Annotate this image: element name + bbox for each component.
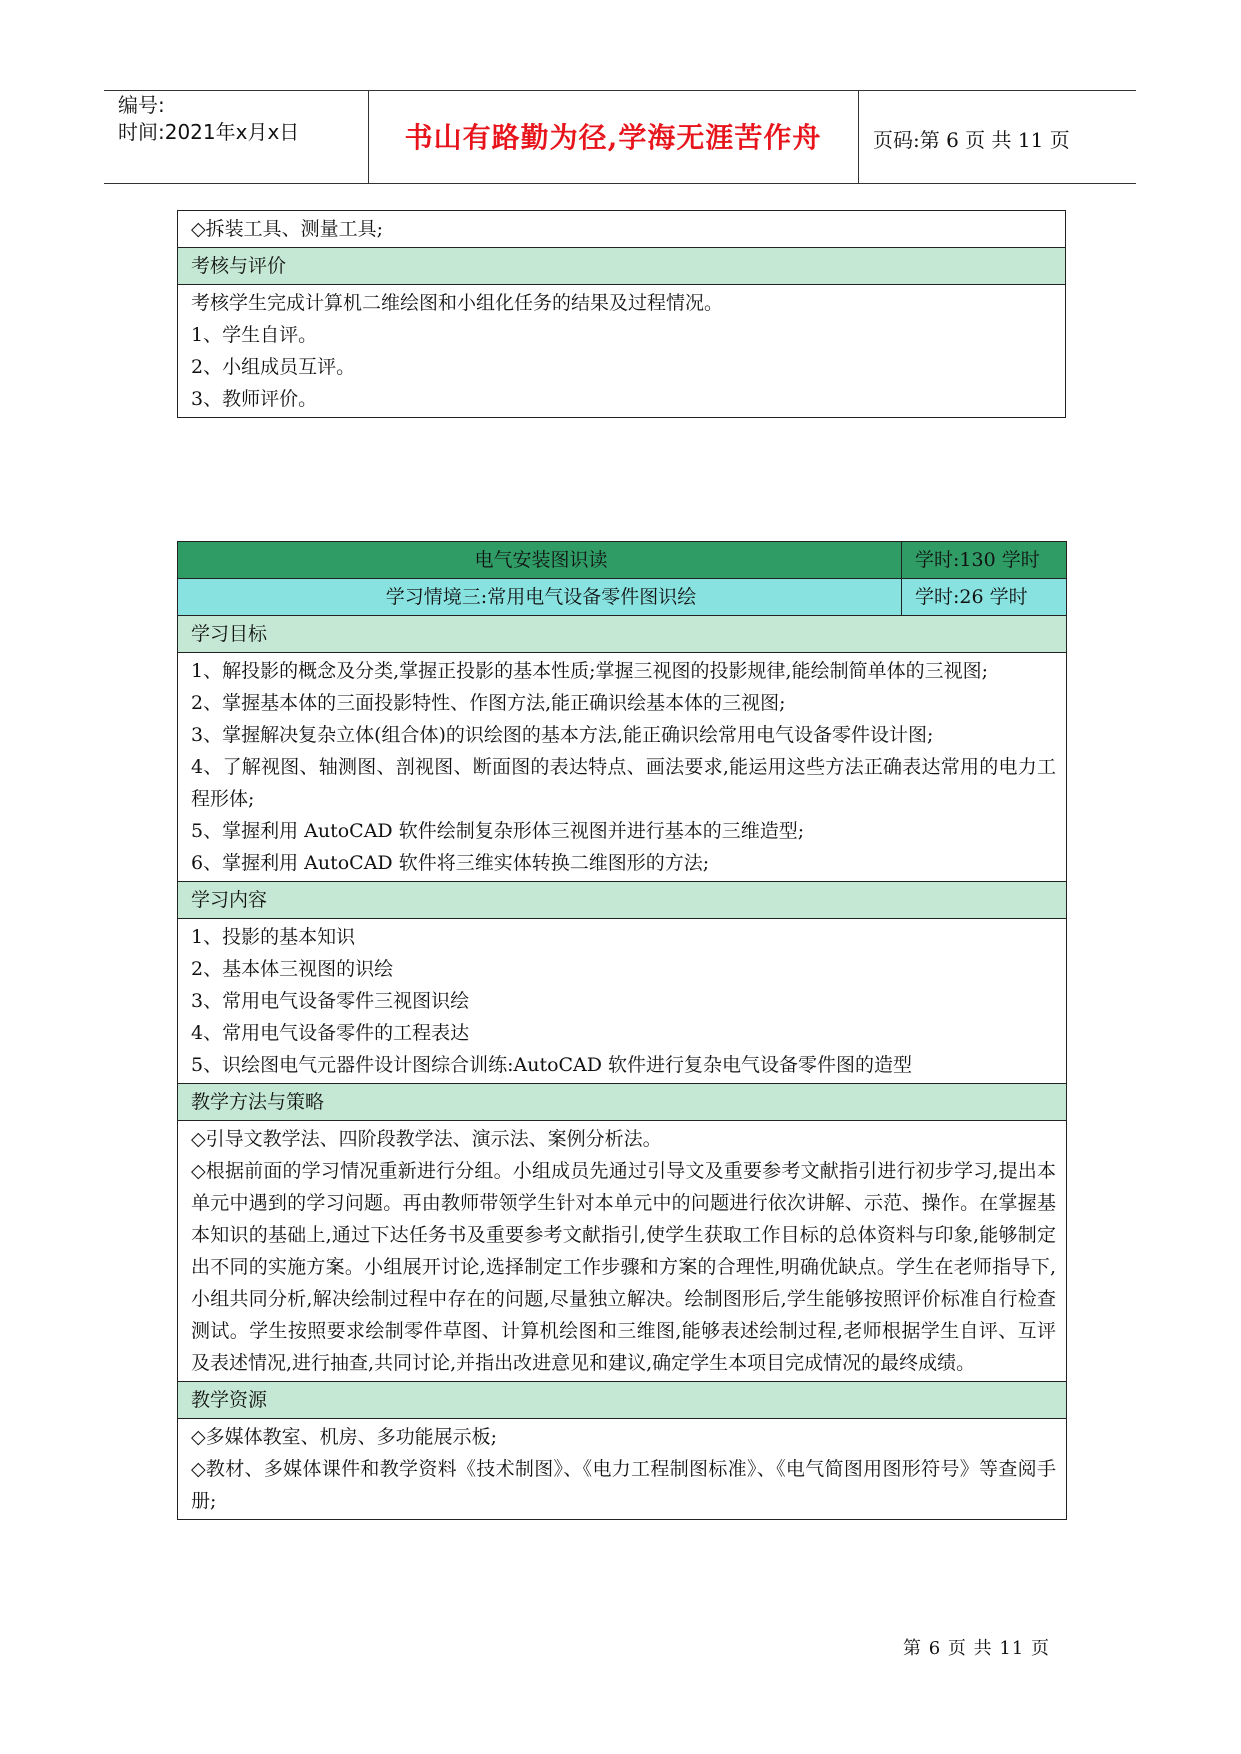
resources-cell [178,1419,1067,1520]
methods-paragraph: ◇根据前面的学习情况重新进行分组。小组成员先通过引导文及重要参考文献指引进行初步学习,提出本单元中遇到的学习问题。再由教师带领学生针对本单元中的问题进行依次讲解、示范、操作。在掌握基本知识的基础上,通过下达任务书及重要参考文献指引,使学生获取工作目标的总体资料与印象,能够制定出不同的实施方案。小组展开讨论,选择制定工作步骤和方案的合理性,明确优缺点。学生在老师指导下,小组共同分析,解决绘制过程中存在的问题,尽量独立解决。绘制图形后,学生能够按照评价标准自行检查测试。学生按照要求绘制零件草图、计算机绘图和三维图,能够表述绘制过程,老师根据学生自评、互评及表述情况,进行抽查,共同讨论,并指出改进意见和建议,确定学生本项目完成情况的最终成绩。 [191,1160,1056,1374]
tools-cell [178,211,1066,248]
content-item: 1、投影的基本知识 [191,926,356,948]
assessment-line: 1、学生自评。 [191,324,318,346]
goal-item: 3、掌握解决复杂立体(组合体)的识绘图的基本方法,能正确识绘常用电气设备零件设计图; [191,724,934,746]
assessment-line: 2、小组成员互评。 [191,356,356,378]
goal-item: 2、掌握基本体的三面投影特性、作图方法,能正确识绘基本体的三视图; [191,692,786,714]
resources-heading: 教学资源 [178,1382,1067,1419]
header-page-number: 页码:第 6 页 共 11 页 [873,128,1070,152]
assessment-line: 考核学生完成计算机二维绘图和小组化任务的结果及过程情况。 [191,292,724,314]
header-meta [118,92,299,146]
methods-cell [178,1121,1067,1382]
situation-hours: 学时:26 学时 [902,579,1067,616]
assessment-cell [178,285,1066,418]
content-item: 2、基本体三视图的识绘 [191,958,394,980]
doc-time-label: 时间:2021年x月x日 [118,120,300,144]
header-divider-right [858,90,859,183]
goal-item: 5、掌握利用 AutoCAD 软件绘制复杂形体三视图并进行基本的三维造型; [191,820,805,842]
header-top-rule [104,90,1136,91]
tools-line: ◇拆装工具、测量工具; [191,218,384,240]
assessment-line: 3、教师评价。 [191,388,318,410]
methods-heading: 教学方法与策略 [178,1084,1067,1121]
goal-item: 1、解投影的概念及分类,掌握正投影的基本性质;掌握三视图的投影规律,能绘制简单体的三视图; [191,660,988,682]
doc-number-label: 编号: [118,93,165,117]
content-cell [178,919,1067,1084]
resources-item: ◇多媒体教室、机房、多功能展示板; [191,1426,498,1448]
course-table [177,541,1067,1520]
goals-heading: 学习目标 [178,616,1067,653]
resources-item: ◇教材、多媒体课件和教学资料《技术制图》、《电力工程制图标准》、《电气简图用图形符号》等查阅手册; [191,1458,1056,1512]
content-item: 3、常用电气设备零件三视图识绘 [191,990,470,1012]
methods-paragraph: ◇引导文教学法、四阶段教学法、演示法、案例分析法。 [191,1128,662,1150]
goal-item: 6、掌握利用 AutoCAD 软件将三维实体转换二维图形的方法; [191,852,710,874]
content-item: 4、常用电气设备零件的工程表达 [191,1022,470,1044]
goal-item: 4、了解视图、轴测图、剖视图、断面图的表达特点、画法要求,能运用这些方法正确表达常用的电力工程形体; [191,756,1056,810]
header-bottom-rule [104,183,1136,184]
header-motto: 书山有路勤为径,学海无涯苦作舟 [404,121,822,154]
assessment-table [177,210,1066,418]
content-item: 5、识绘图电气元器件设计图综合训练:AutoCAD 软件进行复杂电气设备零件图的造型 [191,1054,913,1076]
goals-cell [178,653,1067,882]
course-hours: 学时:130 学时 [902,542,1067,579]
content-heading: 学习内容 [178,882,1067,919]
course-title: 电气安装图识读 [178,542,902,579]
footer-page-number: 第 6 页 共 11 页 [903,1638,1050,1659]
assessment-heading: 考核与评价 [178,248,1066,285]
situation-title: 学习情境三:常用电气设备零件图识绘 [178,579,902,616]
